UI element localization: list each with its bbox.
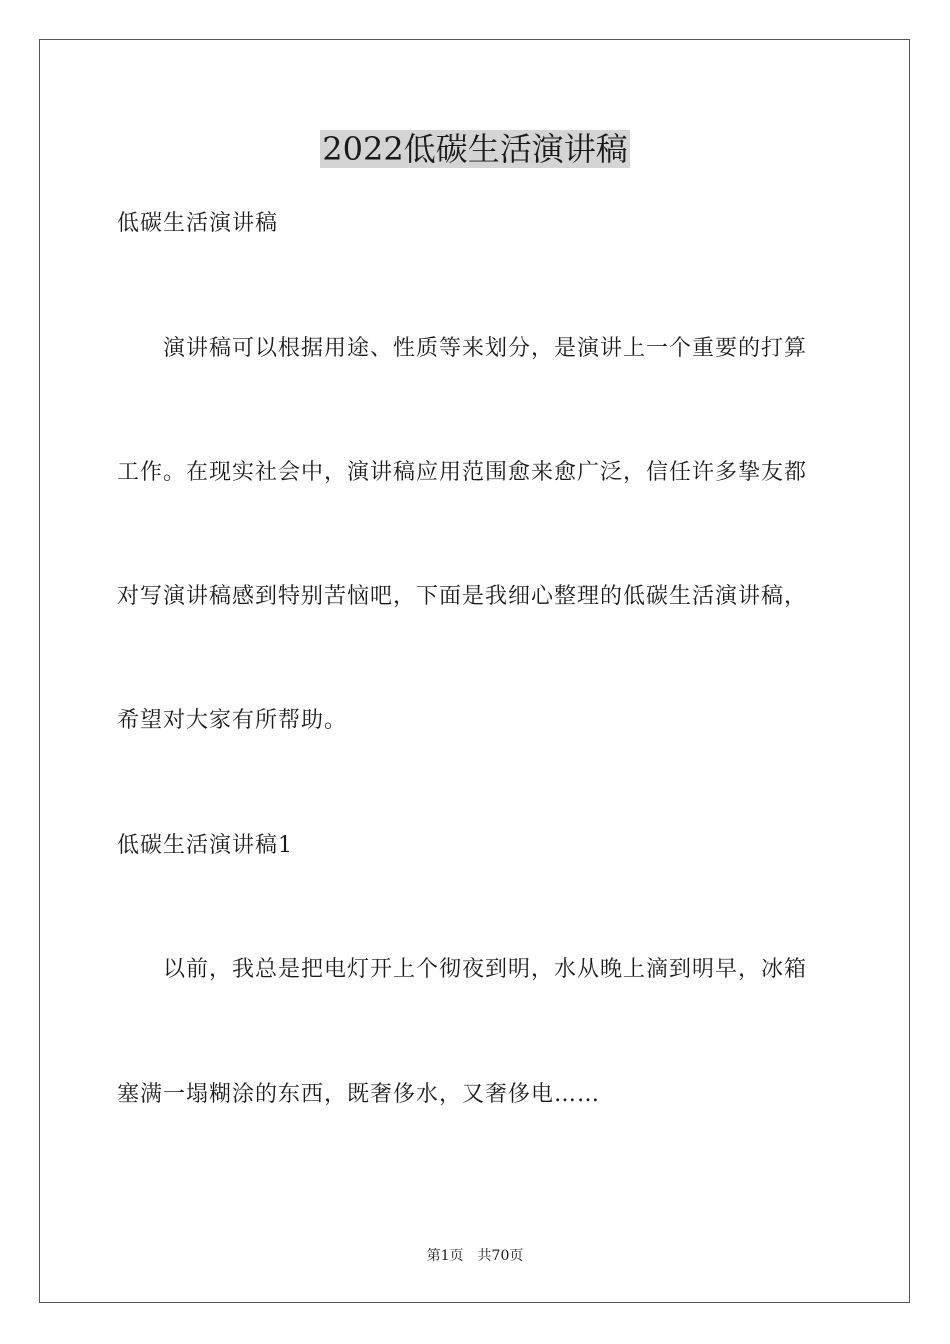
paragraph-line: 塞满一塌糊涂的东西，既奢侈水，又奢侈电…… <box>117 1082 601 1107</box>
document-title <box>0 125 950 173</box>
document-title-text: 2022低碳生活演讲稿 <box>322 130 628 168</box>
document-subtitle: 低碳生活演讲稿 <box>117 211 279 236</box>
total-pages: 共70页 <box>477 1248 524 1264</box>
paragraph-line: 对写演讲稿感到特别苦恼吧，下面是我细心整理的低碳生活演讲稿， <box>117 584 808 609</box>
paragraph-line: 演讲稿可以根据用途、性质等来划分，是演讲上一个重要的打算 <box>163 336 808 361</box>
page-number: 第1页 <box>426 1248 464 1264</box>
page-footer <box>0 1246 950 1266</box>
paragraph-line: 希望对大家有所帮助。 <box>117 708 348 733</box>
paragraph-line: 工作。在现实社会中，演讲稿应用范围愈来愈广泛，信任许多挚友都 <box>117 460 808 485</box>
paragraph-line: 以前，我总是把电灯开上个彻夜到明，水从晚上滴到明早，冰箱 <box>163 957 808 982</box>
section-heading: 低碳生活演讲稿1 <box>117 833 293 858</box>
